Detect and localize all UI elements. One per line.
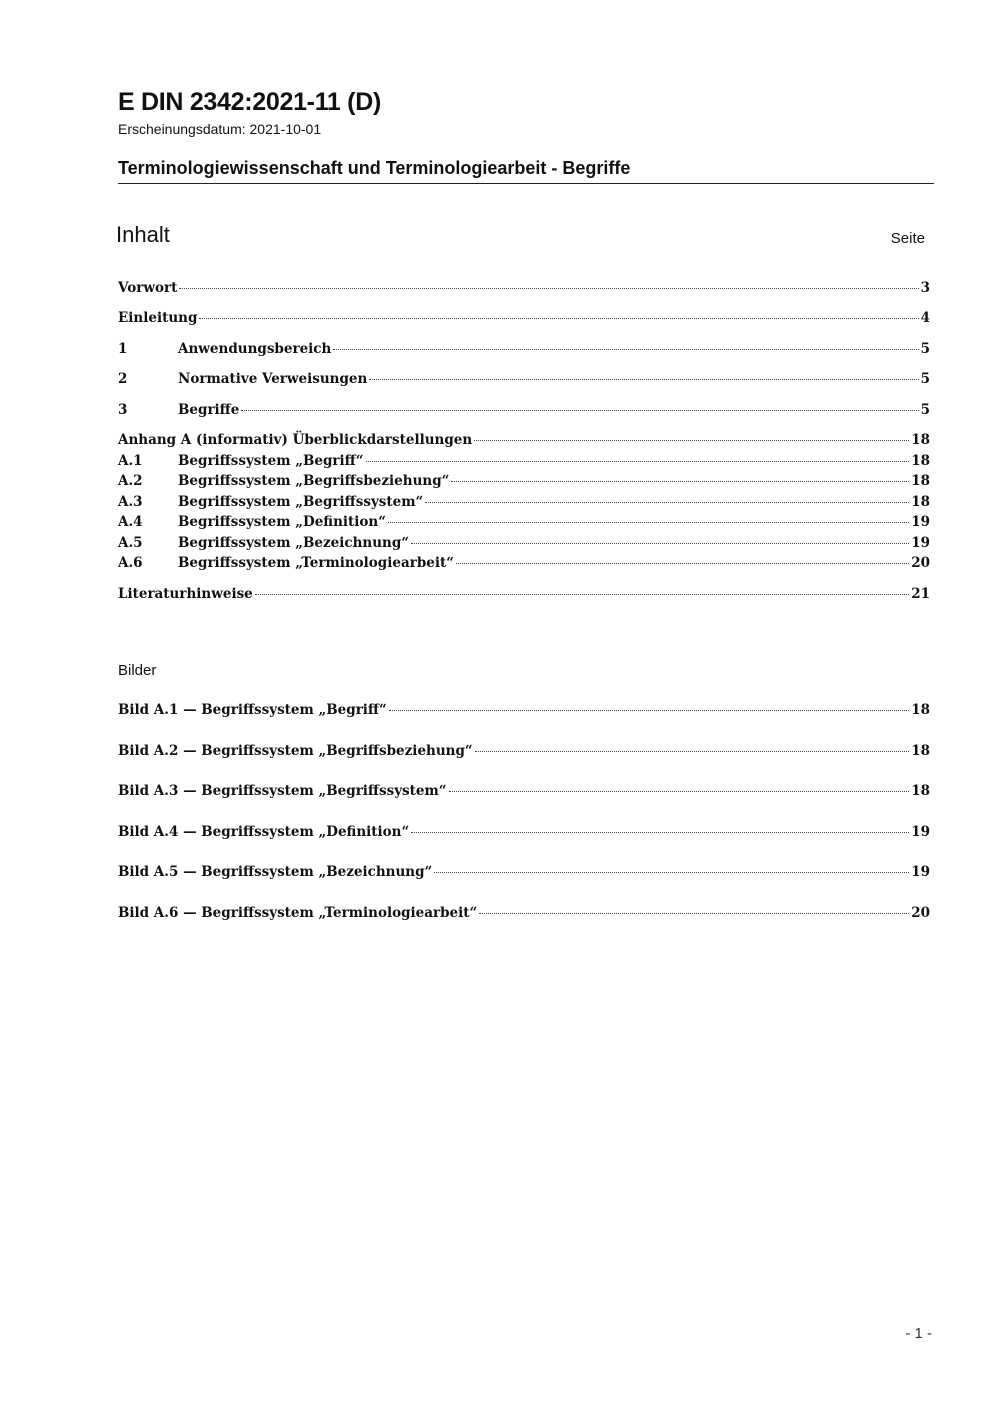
document-title: Terminologiewissenschaft und Terminologiearbeit - Begriffe	[118, 158, 631, 178]
toc-entry-label: Normative Verweisungen	[178, 371, 368, 387]
toc-entry-label: Begriffssystem „Begriff“	[178, 453, 364, 469]
dot-leader	[333, 349, 918, 350]
toc-entry-page: 18	[911, 494, 930, 510]
toc-entry-a5[interactable]	[118, 535, 930, 557]
figure-entry-label: Bild A.6 — Begriffssystem „Terminologiearbeit“	[118, 905, 478, 921]
toc-entry-a2[interactable]	[118, 473, 930, 495]
toc-entry-number: 1	[118, 341, 128, 357]
toc-entry-page: 19	[911, 535, 930, 551]
page-number: - 1 -	[905, 1325, 932, 1342]
toc-entry-begriffe[interactable]	[118, 402, 930, 424]
figure-entry-page: 18	[911, 702, 930, 718]
toc-entry-page: 19	[911, 514, 930, 530]
dot-leader	[255, 594, 909, 595]
publication-date: Erscheinungsdatum: 2021-10-01	[118, 121, 322, 137]
figure-entry-a6[interactable]	[118, 905, 930, 927]
dot-leader	[479, 913, 909, 914]
figure-entry-a4[interactable]	[118, 824, 930, 846]
dot-leader	[389, 710, 909, 711]
toc-entry-page: 20	[911, 555, 930, 571]
toc-entry-a4[interactable]	[118, 514, 930, 536]
dot-leader	[411, 832, 909, 833]
figure-entry-label: Bild A.4 — Begriffssystem „Definition“	[118, 824, 410, 840]
figure-entry-page: 20	[911, 905, 930, 921]
toc-entry-number: 2	[118, 371, 128, 387]
toc-entry-page: 18	[911, 473, 930, 489]
toc-entry-number: A.6	[118, 555, 143, 571]
toc-entry-number: A.1	[118, 453, 143, 469]
toc-entry-page: 4	[920, 310, 930, 326]
toc-entry-page: 5	[920, 402, 930, 418]
toc-entry-anwendungsbereich[interactable]	[118, 341, 930, 363]
toc-entry-page: 18	[911, 453, 930, 469]
toc-entry-page: 21	[911, 586, 930, 602]
toc-entry-label: Begriffssystem „Begriffsbeziehung“	[178, 473, 450, 489]
toc-entry-page: 5	[920, 371, 930, 387]
toc-entry-a1[interactable]	[118, 453, 930, 475]
toc-entry-a3[interactable]	[118, 494, 930, 516]
toc-entry-label: Anhang A (informativ) Überblickdarstellungen	[118, 432, 473, 448]
toc-entry-label: Literaturhinweise	[118, 586, 253, 602]
dot-leader	[451, 481, 909, 482]
toc-entry-number: A.2	[118, 473, 143, 489]
dot-leader	[199, 318, 918, 319]
figures-heading: Bilder	[118, 662, 157, 679]
toc-entry-einleitung[interactable]	[118, 310, 930, 332]
figure-entry-label: Bild A.1 — Begriffssystem „Begriff“	[118, 702, 387, 718]
figure-entry-label: Bild A.3 — Begriffssystem „Begriffssystem“	[118, 783, 447, 799]
dot-leader	[425, 502, 909, 503]
toc-entry-label: Anwendungsbereich	[178, 341, 332, 357]
toc-entry-label: Begriffssystem „Terminologiearbeit“	[178, 555, 454, 571]
figure-entry-page: 18	[911, 783, 930, 799]
toc-entry-label: Einleitung	[118, 310, 198, 326]
dot-leader	[475, 751, 910, 752]
toc-entry-number: A.5	[118, 535, 143, 551]
figure-entry-page: 18	[911, 743, 930, 759]
toc-entry-anhang-a[interactable]	[118, 432, 930, 454]
dot-leader	[411, 543, 909, 544]
dot-leader	[366, 461, 910, 462]
toc-entry-a6[interactable]	[118, 555, 930, 577]
toc-entry-literaturhinweise[interactable]	[118, 586, 930, 608]
toc-entry-page: 3	[920, 280, 930, 296]
toc-entry-label: Begriffssystem „Begriffssystem“	[178, 494, 424, 510]
toc-heading: Inhalt	[116, 222, 170, 247]
toc-entry-page: 18	[911, 432, 930, 448]
toc-entry-label: Begriffe	[178, 402, 240, 418]
toc-entry-vorwort[interactable]	[118, 280, 930, 302]
figure-entry-page: 19	[911, 824, 930, 840]
title-divider	[118, 183, 934, 184]
figure-entry-a3[interactable]	[118, 783, 930, 805]
dot-leader	[388, 522, 909, 523]
toc-entry-number: 3	[118, 402, 128, 418]
page-column-label: Seite	[890, 230, 925, 247]
figure-entry-label: Bild A.5 — Begriffssystem „Bezeichnung“	[118, 864, 433, 880]
toc-entry-number: A.3	[118, 494, 143, 510]
figure-entry-a2[interactable]	[118, 743, 930, 765]
dot-leader	[179, 288, 918, 289]
figure-entry-label: Bild A.2 — Begriffssystem „Begriffsbeziehung“	[118, 743, 473, 759]
dot-leader	[241, 410, 918, 411]
toc-entry-label: Vorwort	[118, 280, 178, 296]
dot-leader	[369, 379, 918, 380]
toc-entry-label: Begriffssystem „Bezeichnung“	[178, 535, 410, 551]
toc-entry-normative-verweisungen[interactable]	[118, 371, 930, 393]
figure-entry-a5[interactable]	[118, 864, 930, 886]
dot-leader	[449, 791, 910, 792]
toc-entry-page: 5	[920, 341, 930, 357]
dot-leader	[456, 563, 909, 564]
document-id: E DIN 2342:2021-11 (D)	[118, 88, 381, 116]
toc-entry-label: Begriffssystem „Definition“	[178, 514, 386, 530]
dot-leader	[434, 872, 909, 873]
dot-leader	[474, 440, 909, 441]
toc-entry-number: A.4	[118, 514, 143, 530]
figure-entry-a1[interactable]	[118, 702, 930, 724]
figure-entry-page: 19	[911, 864, 930, 880]
